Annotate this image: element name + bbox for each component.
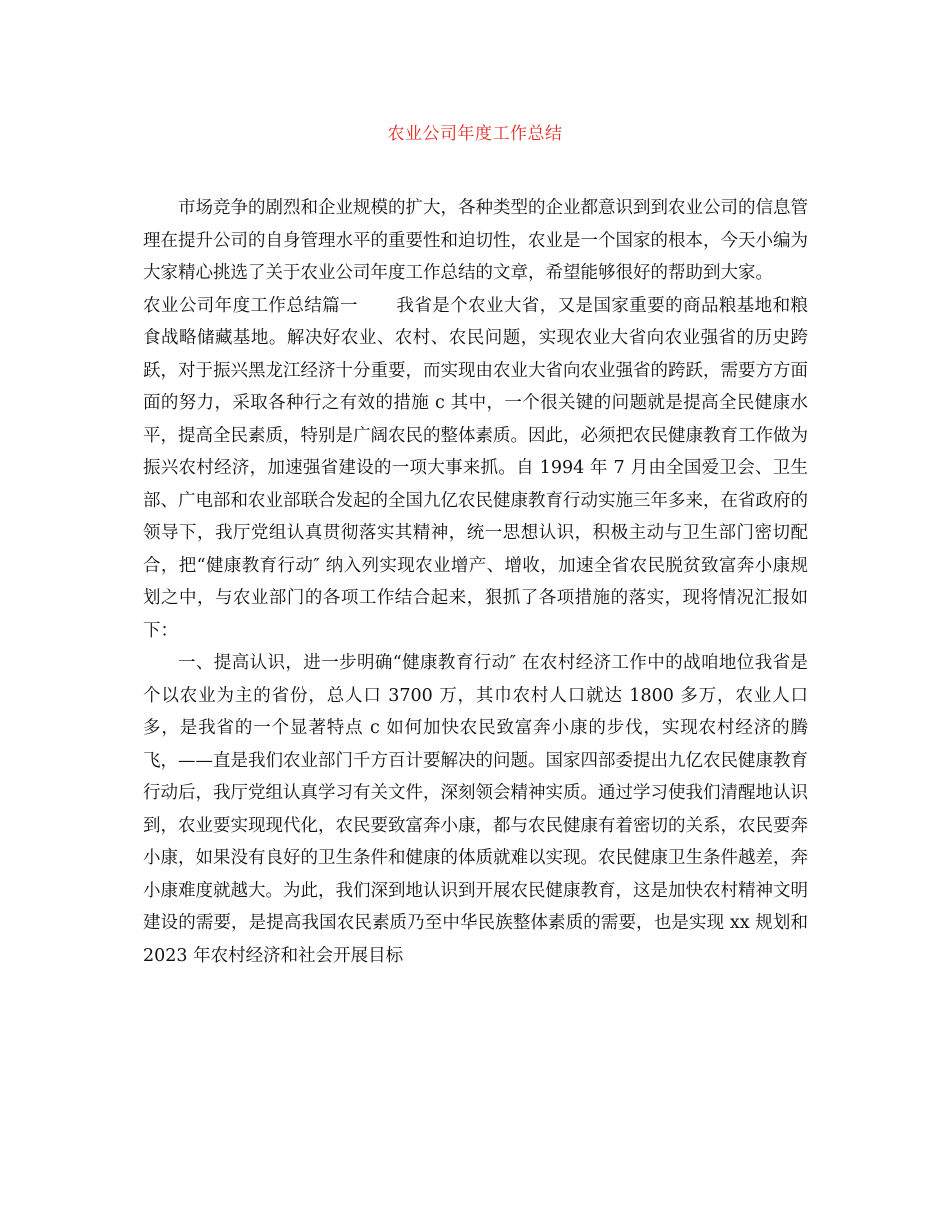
document-title: 农业公司年度工作总结: [387, 124, 563, 144]
section-paragraph: [143, 290, 808, 648]
point-one-paragraph: 一、提高认识，进一步明确“健康教育行动″ 在农村经济工作中的战咱地位我省是个以农业为主的省份，总人口 3700 万，其巾农村人口就达 1800 多万，农业人口多，是我省的一个显著特点 c 如何加快农民致富奔小康的步伐，实现农村经济的腾飞，——直是我们农业部门千方百计要解决的问题。国家四部委提出九亿农民健康教育行动后，我厅党组认真学习有关文件，深刻领会精神实质。通过学习使我们清醒地认识到，农业要实现现代化，农民要致富奔小康，都与农民健康有着密切的关系，农民要奔小康，如果没有良好的卫生条件和健康的体质就难以实现。农民健康卫生条件越差，奔小康难度就越大。为此，我们深到地认识到开展农民健康教育，这是加快农村精神文明建设的需要，是提高我国农民素质乃至中华民族整体素质的需要，也是实现 xx 规划和 2023 年农村经济和社会开展目标: [143, 653, 808, 966]
document-body: [143, 192, 808, 972]
intro-paragraph: 市场竞争的剧烈和企业规模的扩大，各种类型的企业都意识到到农业公司的信息管理在提升公司的自身管理水平的重要性和迫切性，农业是一个国家的根本，今天小编为大家精心挑选了关于农业公司年度工作总结的文章，希望能够很好的帮助到大家。: [143, 198, 808, 283]
section-heading: 农业公司年度工作总结篇一: [143, 295, 358, 316]
section-text: 我省是个农业大省，又是国家重要的商品粮基地和粮食战略储藏基地。解决好农业、农村、农民问题，实现农业大省向农业强省的历史跨跃，对于振兴黑龙江经济十分重要，而实现由农业大省向农业强省的跨跃，需要方方面面的努力，采取各种行之有效的措施 c 其中，一个很关键的问题就是提高全民健康水平，提高全民素质，特别是广阔农民的整体素质。因此，必须把农民健康教育工作做为振兴农村经济，加速强省建设的一项大事来抓。自 1994 年 7 月由全国爱卫会、卫生部、广电部和农业部联合发起的全国九亿农民健康教育行动实施三年多来，在省政府的领导下，我厅党组认真贯彻落实其精神，统一思想认识，积极主动与卫生部门密切配合，把“健康教育行动″ 纳入列实现农业增产、增收，加速全省农民脱贫致富奔小康规划之中，与农业部门的各项工作结合起来，狠抓了各项措施的落实，现将情况汇报如下：: [143, 295, 809, 641]
